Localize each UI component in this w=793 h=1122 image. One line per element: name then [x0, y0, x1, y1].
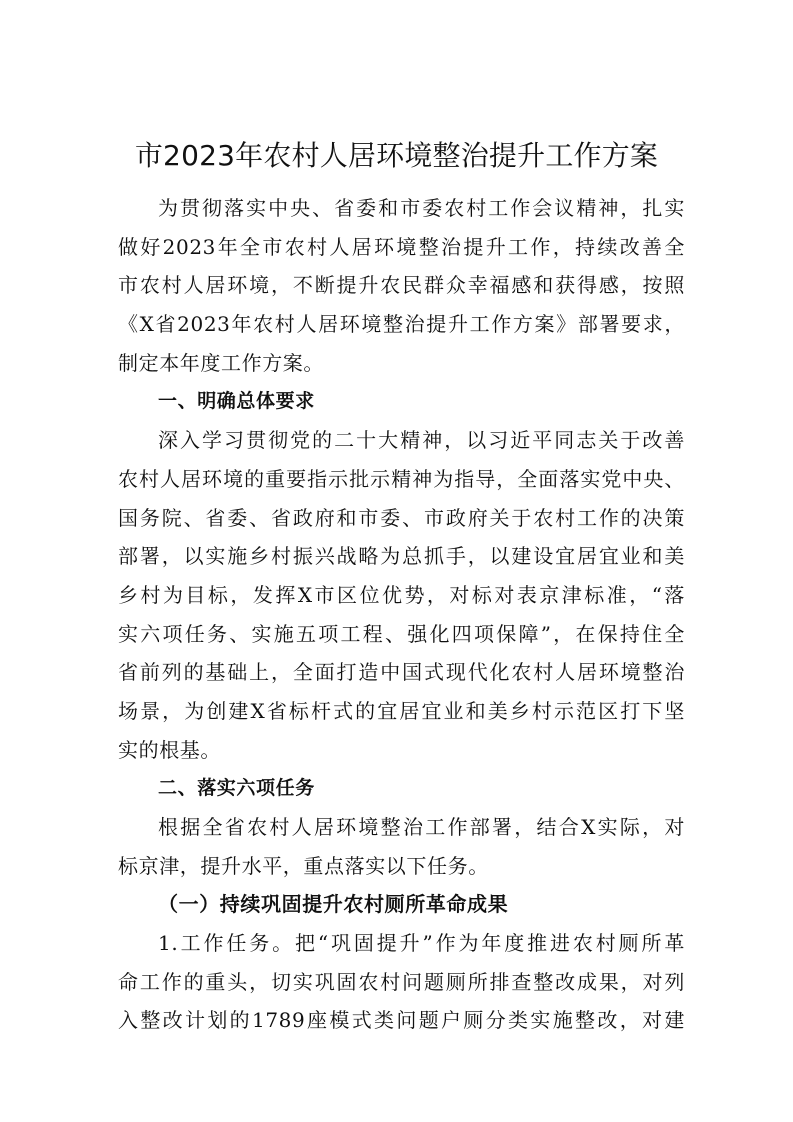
paragraph-line: 1.工作任务。把“巩固提升”作为年度推进农村厕所革 [158, 931, 685, 956]
paragraph-line: 农村人居环境的重要指示批示精神为指导，全面落实党中央、 [118, 466, 685, 491]
paragraph-line: 部署，以实施乡村振兴战略为总抓手，以建设宜居宜业和美 [118, 544, 685, 569]
paragraph-line: 为贯彻落实中央、省委和市委农村工作会议精神，扎实 [158, 196, 685, 220]
paragraph-line: 深入学习贯彻党的二十大精神，以习近平同志关于改善 [158, 428, 685, 453]
paragraph-line: 市农村人居环境，不断提升农民群众幸福感和获得感，按照 [118, 273, 685, 298]
paragraph-line: 乡村为目标，发挥X市区位优势，对标对表京津标准，“落 [118, 582, 685, 607]
paragraph-line: 省前列的基础上，全面打造中国式现代化农村人居环境整治 [118, 660, 685, 685]
subsection-heading: （一）持续巩固提升农村厕所革命成果 [158, 892, 509, 917]
section-heading: 一、明确总体要求 [158, 390, 315, 413]
paragraph-line: 根据全省农村人居环境整治工作部署，结合X实际，对 [158, 815, 685, 839]
paragraph-line: 标京津，提升水平，重点落实以下任务。 [118, 853, 489, 878]
paragraph-line: 场景，为创建X省标杆式的宜居宜业和美乡村示范区打下坚 [118, 698, 685, 723]
section-heading: 二、落实六项任务 [158, 777, 315, 800]
document-title: 市2023年农村人居环境整治提升工作方案 [134, 139, 659, 172]
paragraph-line: 实六项任务、实施五项工程、强化四项保障”，在保持住全 [118, 621, 685, 646]
paragraph-line: 入整改计划的1789座模式类问题户厕分类实施整改，对建 [118, 1008, 685, 1033]
paragraph-line: 命工作的重头，切实巩固农村问题厕所排查整改成果，对列 [118, 969, 685, 994]
paragraph-line: 制定本年度工作方案。 [118, 350, 324, 375]
paragraph-line: 《X省2023年农村人居环境整治提升工作方案》部署要求， [118, 312, 685, 337]
document-body [118, 189, 685, 1040]
paragraph-line: 做好2023年全市农村人居环境整治提升工作，持续改善全 [118, 234, 685, 259]
paragraph-line: 实的根基。 [118, 737, 221, 762]
paragraph-line: 国务院、省委、省政府和市委、市政府关于农村工作的决策 [118, 505, 685, 530]
